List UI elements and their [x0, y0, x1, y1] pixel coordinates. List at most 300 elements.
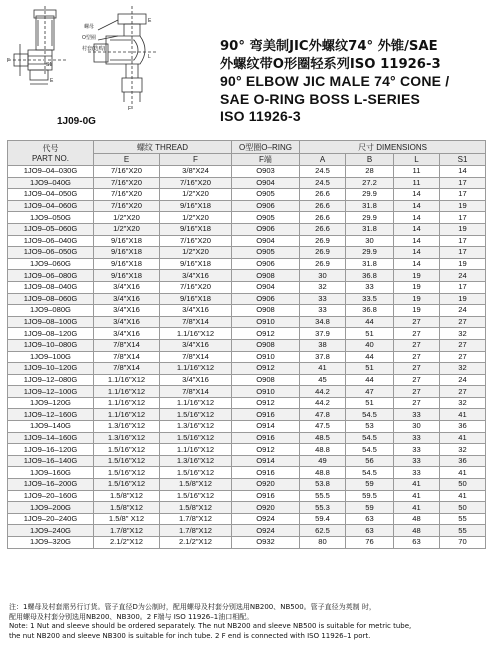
cell-thread-f: 7/8"X14 [160, 386, 232, 398]
table-row [8, 270, 486, 282]
cell-thread-f: 2.1/2"X12 [160, 537, 232, 549]
cell-dim-b: 31.8 [346, 200, 394, 212]
cell-dim-s1: 24 [440, 270, 486, 282]
cell-oring: O914 [232, 421, 300, 433]
cell-part-no: 1JO9–16–140G [8, 455, 94, 467]
cell-thread-f: 1/2"X20 [160, 247, 232, 259]
cell-thread-f: 1.3/16"X12 [160, 455, 232, 467]
cell-oring: O906 [232, 258, 300, 270]
header-dimensions: 尺寸 DIMENSIONS [300, 141, 486, 154]
cell-oring: O903 [232, 166, 300, 178]
label-e-right: E [148, 18, 152, 24]
cell-dim-a: 26.9 [300, 258, 346, 270]
cell-dim-a: 26.6 [300, 223, 346, 235]
cell-dim-l: 30 [394, 421, 440, 433]
cell-dim-a: 37.8 [300, 351, 346, 363]
cell-oring: O920 [232, 502, 300, 514]
header-thread: 螺纹 THREAD [94, 141, 232, 154]
header-col-l: L [394, 154, 440, 166]
cell-thread-f: 7/8"X14 [160, 351, 232, 363]
cell-dim-s1: 41 [440, 467, 486, 479]
cell-thread-f: 1.1/16"X12 [160, 363, 232, 375]
cell-thread-f: 9/16"X18 [160, 200, 232, 212]
cell-oring: O912 [232, 328, 300, 340]
header-col-s1: S1 [440, 154, 486, 166]
cell-dim-b: 51 [346, 363, 394, 375]
cell-thread-e: 9/16"X18 [94, 270, 160, 282]
cell-dim-s1: 27 [440, 339, 486, 351]
table-row [8, 223, 486, 235]
cell-dim-a: 53.8 [300, 479, 346, 491]
cell-oring: O912 [232, 397, 300, 409]
cell-thread-e: 1.5/16"X12 [94, 444, 160, 456]
cell-dim-l: 27 [394, 316, 440, 328]
note-en-2: the nut NB200 and sleeve NB300 is suitable for inch tube. 2 F end is connected with ISO 11926–1 port. [9, 631, 371, 640]
cell-dim-s1: 27 [440, 386, 486, 398]
cell-thread-e: 1.1/16"X12 [94, 374, 160, 386]
cell-dim-s1: 55 [440, 525, 486, 537]
cell-dim-l: 33 [394, 409, 440, 421]
cell-dim-b: 33 [346, 281, 394, 293]
cell-dim-l: 41 [394, 502, 440, 514]
cell-dim-a: 37.9 [300, 328, 346, 340]
cell-dim-s1: 17 [440, 281, 486, 293]
header-part-no [8, 141, 94, 166]
cell-oring: O916 [232, 409, 300, 421]
cell-dim-b: 27.2 [346, 177, 394, 189]
cell-dim-l: 33 [394, 432, 440, 444]
cell-dim-b: 56 [346, 455, 394, 467]
cell-dim-b: 40 [346, 339, 394, 351]
cell-thread-f: 9/16"X18 [160, 223, 232, 235]
cell-part-no: 1JO9–200G [8, 502, 94, 514]
cell-dim-s1: 19 [440, 293, 486, 305]
header-col-e: E [94, 154, 160, 166]
title-line-5: ISO 11926-3 [220, 108, 301, 124]
table-row [8, 293, 486, 305]
cell-part-no: 1JO9–04–060G [8, 200, 94, 212]
cell-dim-s1: 55 [440, 513, 486, 525]
cell-dim-s1: 27 [440, 351, 486, 363]
cell-dim-l: 27 [394, 363, 440, 375]
cell-dim-a: 34.8 [300, 316, 346, 328]
cell-oring: O906 [232, 293, 300, 305]
cell-dim-s1: 17 [440, 247, 486, 259]
cell-dim-s1: 17 [440, 177, 486, 189]
cell-dim-b: 33.5 [346, 293, 394, 305]
cell-thread-e: 1.7/8"X12 [94, 525, 160, 537]
cell-part-no: 1JO9–160G [8, 467, 94, 479]
cell-oring: O904 [232, 235, 300, 247]
cell-thread-e: 3/4"X16 [94, 293, 160, 305]
cell-part-no: 1JO9–100G [8, 351, 94, 363]
table-row [8, 177, 486, 189]
cell-oring: O910 [232, 386, 300, 398]
cell-dim-s1: 32 [440, 328, 486, 340]
header-code-cn: 代号 [42, 144, 59, 153]
cell-thread-e: 1.1/16"X12 [94, 386, 160, 398]
cell-oring: O916 [232, 432, 300, 444]
label-sleeve: 村套(选购) [82, 46, 106, 52]
cell-part-no: 1JO9–10–080G [8, 339, 94, 351]
notes [9, 603, 485, 641]
cell-thread-e: 1.5/8"X12 [94, 502, 160, 514]
spec-table [7, 140, 486, 549]
cell-oring: O912 [232, 363, 300, 375]
cell-dim-b: 29.9 [346, 189, 394, 201]
cell-oring: O924 [232, 513, 300, 525]
table-row [8, 467, 486, 479]
cell-thread-e: 1/2"X20 [94, 212, 160, 224]
cell-dim-b: 76 [346, 537, 394, 549]
cell-dim-a: 32 [300, 281, 346, 293]
cell-dim-l: 27 [394, 386, 440, 398]
cell-dim-a: 47.5 [300, 421, 346, 433]
cell-dim-s1: 27 [440, 316, 486, 328]
table-row [8, 513, 486, 525]
model-code: 1J09-0G [57, 116, 96, 127]
table-row [8, 409, 486, 421]
cell-dim-b: 59.5 [346, 490, 394, 502]
cell-part-no: 1JO9–14–160G [8, 432, 94, 444]
cell-oring: O904 [232, 177, 300, 189]
table-row [8, 432, 486, 444]
cell-oring: O920 [232, 479, 300, 491]
cell-thread-f: 1.5/16"X12 [160, 467, 232, 479]
cell-thread-e: 9/16"X18 [94, 235, 160, 247]
cell-dim-a: 59.4 [300, 513, 346, 525]
cell-dim-l: 19 [394, 281, 440, 293]
table-row [8, 455, 486, 467]
cell-thread-e: 1.5/8"X12 [94, 490, 160, 502]
cell-dim-l: 27 [394, 351, 440, 363]
table-row [8, 247, 486, 259]
cell-part-no: 1JO9–040G [8, 177, 94, 189]
cell-thread-f: 7/16"X20 [160, 281, 232, 293]
cell-part-no: 1JO9–06–080G [8, 270, 94, 282]
table-row [8, 200, 486, 212]
cell-dim-l: 14 [394, 223, 440, 235]
cell-dim-l: 14 [394, 235, 440, 247]
cell-part-no: 1JO9–08–120G [8, 328, 94, 340]
cell-dim-b: 63 [346, 525, 394, 537]
cell-thread-e: 1.5/16"X12 [94, 467, 160, 479]
cell-dim-s1: 50 [440, 502, 486, 514]
cell-oring: O912 [232, 444, 300, 456]
label-nut: 螺母 [84, 24, 95, 30]
cell-part-no: 1JO9–320G [8, 537, 94, 549]
header-code-en: PART NO. [32, 154, 69, 163]
cell-thread-f: 3/4"X16 [160, 339, 232, 351]
cell-dim-b: 54.5 [346, 467, 394, 479]
cell-thread-f: 9/16"X18 [160, 258, 232, 270]
cell-dim-b: 44 [346, 316, 394, 328]
cell-thread-f: 1.5/16"X12 [160, 490, 232, 502]
cell-dim-a: 44.2 [300, 397, 346, 409]
title-line-3: 90° ELBOW JIC MALE 74° CONE / [220, 73, 450, 89]
cell-dim-b: 31.8 [346, 258, 394, 270]
cell-dim-a: 38 [300, 339, 346, 351]
cell-thread-e: 7/16"X20 [94, 166, 160, 178]
cell-dim-a: 55.5 [300, 490, 346, 502]
table-row [8, 258, 486, 270]
cell-thread-f: 1.5/16"X12 [160, 409, 232, 421]
cell-thread-e: 7/8"X14 [94, 339, 160, 351]
cell-thread-f: 1.5/16"X12 [160, 432, 232, 444]
cell-dim-b: 36.8 [346, 270, 394, 282]
cell-oring: O906 [232, 200, 300, 212]
cell-dim-b: 31.8 [346, 223, 394, 235]
cell-thread-f: 1.1/16"X12 [160, 328, 232, 340]
cell-oring: O910 [232, 351, 300, 363]
cell-dim-a: 26.6 [300, 189, 346, 201]
cell-part-no: 1JO9–050G [8, 212, 94, 224]
cell-dim-a: 26.6 [300, 200, 346, 212]
cell-part-no: 1JO9–240G [8, 525, 94, 537]
title-line-1: 90° 弯美制JIC外螺纹74° 外锥/SAE [220, 39, 438, 54]
cell-thread-f: 1.3/16"X12 [160, 421, 232, 433]
cell-part-no: 1JO9–12–160G [8, 409, 94, 421]
cell-thread-e: 3/4"X16 [94, 281, 160, 293]
cell-dim-s1: 70 [440, 537, 486, 549]
cell-part-no: 1JO9–12–080G [8, 374, 94, 386]
cell-dim-s1: 41 [440, 409, 486, 421]
cell-dim-b: 36.8 [346, 305, 394, 317]
cell-dim-a: 48.8 [300, 467, 346, 479]
cell-dim-a: 48.8 [300, 444, 346, 456]
cell-thread-e: 7/16"X20 [94, 189, 160, 201]
cell-thread-e: 1.5/16"X12 [94, 455, 160, 467]
table-row [8, 189, 486, 201]
cell-dim-l: 33 [394, 467, 440, 479]
cell-dim-s1: 36 [440, 455, 486, 467]
cell-part-no: 1JO9–04–050G [8, 189, 94, 201]
cell-oring: O904 [232, 281, 300, 293]
cell-dim-l: 48 [394, 525, 440, 537]
label-e-left: E [50, 78, 54, 84]
table-row [8, 339, 486, 351]
cell-dim-b: 59 [346, 479, 394, 491]
spec-table-body [8, 166, 486, 549]
cell-thread-e: 1.1/16"X12 [94, 397, 160, 409]
cell-dim-b: 47 [346, 386, 394, 398]
cell-oring: O905 [232, 212, 300, 224]
cell-part-no: 1JO9–06–040G [8, 235, 94, 247]
cell-part-no: 1JO9–080G [8, 305, 94, 317]
cell-part-no: 1JO9–08–100G [8, 316, 94, 328]
cell-thread-e: 7/8"X14 [94, 363, 160, 375]
cell-dim-b: 44 [346, 351, 394, 363]
table-row [8, 166, 486, 178]
cell-dim-a: 55.3 [300, 502, 346, 514]
cell-dim-a: 26.6 [300, 212, 346, 224]
label-l: L [148, 54, 151, 60]
cell-dim-a: 24.5 [300, 166, 346, 178]
cell-oring: O908 [232, 270, 300, 282]
cell-part-no: 1JO9–04–030G [8, 166, 94, 178]
cell-dim-l: 27 [394, 397, 440, 409]
cell-thread-f: 1.1/16"X12 [160, 397, 232, 409]
cell-dim-s1: 41 [440, 432, 486, 444]
cell-oring: O905 [232, 189, 300, 201]
cell-dim-s1: 14 [440, 166, 486, 178]
cell-thread-e: 9/16"X18 [94, 258, 160, 270]
cell-dim-s1: 19 [440, 223, 486, 235]
header-oring: O型圈O–RING [232, 141, 300, 154]
note-cn-2: 配用螺母及村套分别选用NB200、NB300。2 F端与 ISO 11926–1油口相配。 [9, 612, 254, 621]
cell-oring: O910 [232, 316, 300, 328]
cell-thread-e: 2.1/2"X12 [94, 537, 160, 549]
table-row [8, 363, 486, 375]
cell-oring: O924 [232, 525, 300, 537]
cell-thread-e: 7/8"X14 [94, 351, 160, 363]
cell-dim-l: 19 [394, 270, 440, 282]
cell-oring: O908 [232, 339, 300, 351]
cell-dim-b: 29.9 [346, 212, 394, 224]
cell-dim-b: 54.5 [346, 432, 394, 444]
cell-dim-l: 14 [394, 247, 440, 259]
cell-part-no: 1JO9–08–040G [8, 281, 94, 293]
cell-dim-s1: 41 [440, 490, 486, 502]
cell-part-no: 1JO9–20–160G [8, 490, 94, 502]
header-col-b: B [346, 154, 394, 166]
cell-dim-l: 14 [394, 189, 440, 201]
cell-dim-l: 41 [394, 479, 440, 491]
cell-dim-l: 19 [394, 293, 440, 305]
cell-oring: O908 [232, 305, 300, 317]
cell-thread-e: 9/16"X18 [94, 247, 160, 259]
cell-part-no: 1JO9–10–120G [8, 363, 94, 375]
cell-part-no: 1JO9–20–240G [8, 513, 94, 525]
cell-dim-l: 33 [394, 444, 440, 456]
cell-dim-b: 54.5 [346, 444, 394, 456]
table-row [8, 502, 486, 514]
cell-dim-l: 11 [394, 166, 440, 178]
table-row [8, 374, 486, 386]
cell-dim-s1: 36 [440, 421, 486, 433]
cell-part-no: 1JO9–12–100G [8, 386, 94, 398]
table-row [8, 537, 486, 549]
table-row [8, 328, 486, 340]
cell-dim-b: 44 [346, 374, 394, 386]
cell-thread-f: 7/8"X14 [160, 316, 232, 328]
header-col-oring: F端 [232, 154, 300, 166]
cell-thread-f: 1.7/8"X12 [160, 525, 232, 537]
cell-dim-s1: 17 [440, 235, 486, 247]
product-title [220, 38, 488, 126]
cell-thread-f: 3/4"X16 [160, 305, 232, 317]
cell-dim-a: 41 [300, 363, 346, 375]
cell-thread-f: 1.1/16"X12 [160, 444, 232, 456]
cell-dim-s1: 32 [440, 397, 486, 409]
table-row [8, 212, 486, 224]
cell-part-no: 1JO9–05–060G [8, 223, 94, 235]
cell-dim-l: 14 [394, 212, 440, 224]
cell-dim-a: 44.2 [300, 386, 346, 398]
cell-thread-e: 1.3/16"X12 [94, 421, 160, 433]
cell-part-no: 1JO9–06–050G [8, 247, 94, 259]
spec-table-container [7, 140, 485, 549]
cell-part-no: 1JO9–16–120G [8, 444, 94, 456]
cell-dim-a: 48.5 [300, 432, 346, 444]
cell-dim-a: 24.5 [300, 177, 346, 189]
cell-part-no: 1JO9–060G [8, 258, 94, 270]
table-row [8, 490, 486, 502]
cell-thread-e: 1.5/8" X12 [94, 513, 160, 525]
cell-thread-f: 9/16"X18 [160, 293, 232, 305]
header-col-a: A [300, 154, 346, 166]
cell-thread-f: 3/4"X16 [160, 270, 232, 282]
cell-oring: O905 [232, 247, 300, 259]
cell-dim-a: 62.5 [300, 525, 346, 537]
cell-thread-e: 1.5/16"X12 [94, 479, 160, 491]
cell-dim-s1: 24 [440, 305, 486, 317]
cell-dim-l: 14 [394, 200, 440, 212]
cell-oring: O916 [232, 490, 300, 502]
cell-dim-l: 19 [394, 305, 440, 317]
fitting-drawing [6, 6, 156, 114]
cell-dim-s1: 17 [440, 212, 486, 224]
table-row [8, 316, 486, 328]
cell-dim-a: 33 [300, 293, 346, 305]
title-line-2: 外螺纹带O形圈轻系列ISO 11926-3 [220, 56, 441, 72]
page-header [0, 0, 492, 132]
cell-dim-s1: 50 [440, 479, 486, 491]
cell-dim-l: 14 [394, 258, 440, 270]
cell-dim-s1: 32 [440, 444, 486, 456]
cell-thread-e: 3/4"X16 [94, 328, 160, 340]
cell-thread-f: 7/16"X20 [160, 235, 232, 247]
cell-dim-a: 45 [300, 374, 346, 386]
table-row [8, 281, 486, 293]
cell-oring: O908 [232, 374, 300, 386]
cell-dim-a: 26.9 [300, 235, 346, 247]
cell-dim-b: 53 [346, 421, 394, 433]
cell-dim-l: 48 [394, 513, 440, 525]
cell-dim-b: 51 [346, 328, 394, 340]
cell-thread-f: 1.7/8"X12 [160, 513, 232, 525]
label-ring: O型圈 [82, 35, 96, 41]
label-f: F [128, 106, 132, 112]
cell-thread-e: 1.3/16"X12 [94, 432, 160, 444]
table-row [8, 235, 486, 247]
label-f-left: F [7, 58, 11, 64]
table-row [8, 305, 486, 317]
table-row [8, 525, 486, 537]
table-row [8, 351, 486, 363]
cell-dim-s1: 19 [440, 258, 486, 270]
cell-dim-b: 29.9 [346, 247, 394, 259]
cell-thread-f: 3/4"X16 [160, 374, 232, 386]
cell-dim-l: 63 [394, 537, 440, 549]
label-s1: S1 [46, 62, 53, 68]
cell-thread-e: 3/4"X16 [94, 316, 160, 328]
cell-dim-a: 30 [300, 270, 346, 282]
title-line-4: SAE O-RING BOSS L-SERIES [220, 90, 421, 107]
cell-dim-s1: 17 [440, 189, 486, 201]
note-en-1: Note: 1 Nut and sleeve should be ordered separately. The nut NB200 and sleeve NB500 is suitable for metric tube, [9, 622, 412, 631]
cell-part-no: 1JO9–120G [8, 397, 94, 409]
cell-dim-b: 59 [346, 502, 394, 514]
cell-dim-a: 49 [300, 455, 346, 467]
cell-oring: O932 [232, 537, 300, 549]
cell-dim-s1: 19 [440, 200, 486, 212]
cell-dim-l: 11 [394, 177, 440, 189]
note-cn-1: 注：1螺母及村套需另行订货。管子直径D为公制时，配用螺母及村套分别选用NB200、NB500。管子直径为英制 时， [9, 603, 376, 611]
cell-thread-f: 1.5/8"X12 [160, 502, 232, 514]
cell-dim-l: 27 [394, 374, 440, 386]
cell-oring: O916 [232, 467, 300, 479]
